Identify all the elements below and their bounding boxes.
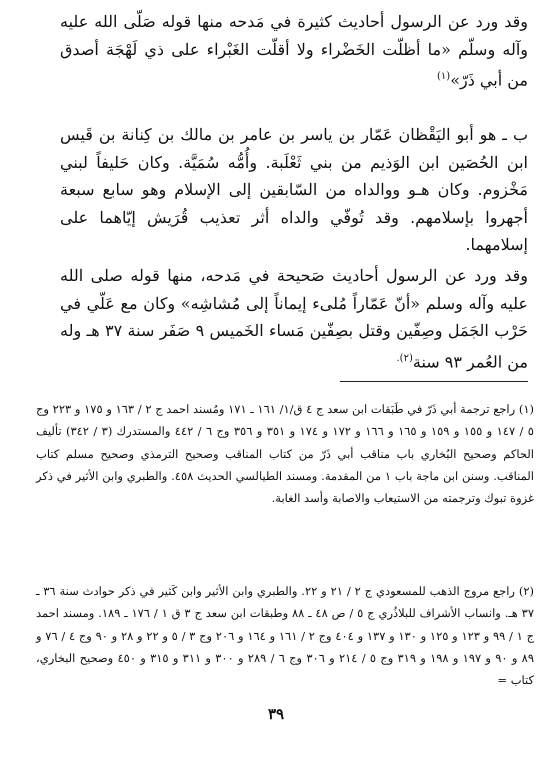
footnote-2: (٢) راجع مروج الذهب للمسعودي ج ٢ / ٢١ و ٢٢. والطبري وابن الأثير وابن كَثير في ذكر حوادث سنة ٣٦ ـ ٣٧ هـ. وانساب الأشراف للبلاذُري ج ٥ / ص ٤٨ ـ ٨٨ وطبقات ابن سعد ج ٣ ق ١ / ١٧٦ ـ ١٨٩. ومسند احمد ج ١ / ٩٩ و ١٢٣ و ١٢٥ و ١٣٠ و ١٣٧ و ٤٠٤ وج ٢ / ١٦١ و ١٦٤ و ٢٠٦ وج ٣ / ٥ و ٢٢ و ٢٨ و ٩٠ وج ٤ / ٧٦ و ٨٩ و ٩٠ و ١٩٧ و ١٩٨ و ٣١٩ وج ٥ / ٢١٤ و ٣٠٦ وج ٦ / ٢٨٩ و ٣٠٠ و ٣١١ و ٣١٥ و ٤٥٠ وصحيح البخاري، كتاب =	[36, 584, 535, 688]
footnote-ref-2: (٢).	[396, 352, 413, 364]
paragraph-ammar-hadith	[60, 262, 528, 375]
footnote-ref-1: (١)	[437, 71, 451, 82]
paragraph-ammar-biography: ب ـ هو أبو اليَقْظان عَمّار بن ياسر بن عامر بن مالك بن كِنانة بن قَيس ابن الحُصَين ابن الوَذيم من بني ثَعْلَبة. وأُمُّه سُمَيَّة. وكان حَليفاً لبني مَخْزوم. وكان هـو ووالداه من السّابقين إلى الإسلام وهو سابع سبعة أجهروا بإسلامهم. وقد تُوفّي والداه أثر تعذيب قُرَيش إيّاهما على إسلامهما.	[60, 125, 529, 254]
footnote-separator	[340, 381, 528, 382]
paragraph-text: وقد ورد عن الرسول أحاديث كثيرة في مَدحه منها قوله صَلّى الله عليه وآله وسلّم «ما أظلّت الخَضْراء ولا أقلّت الغَبْراء على ذي لَهْجَة أصدق من أبي ذَرّ»	[60, 12, 528, 90]
page-number: ٣٩	[267, 705, 285, 723]
footnote-1: (١) راجع ترجمة أبي ذَرّ في طَبَقات ابن سعد ج ٤ ق/١/ ١٦١ ـ ١٧١ ومُسند احمد ج ٢ / ١٦٣ و ١٧٥ و ٢٢٣ وج ٥ / ١٤٧ و ١٥٥ و ١٥٩ و ١٦٥ و ١٦٦ و ١٧٢ و ١٧٤ و ٣٥١ و ٣٥٦ وج ٦ / ٤٤٢ والمستدرك (٣ / ٣٤٢) تأليف الحاكم وصحيح البُخاري باب مناقب أبي ذَرّ من كتاب المناقب وصحيح الترمذي وصحيح مسلم كتاب المناقب. وسنن ابن ماجة باب ١ من المقدمة. ومسند الطيالسي الحديث ٤٥٨. والطبري وابن الأثير في ذكر غزوة تبوك وترجمته من الاستيعاب والاصابة وأسد الغابة.	[36, 402, 535, 506]
paragraph-abu-dharr-hadith	[60, 8, 528, 94]
paragraph-text: وقد ورد عن الرسول أحاديث صَحيحة في مَدحه، منها قوله صلى الله عليه وآله وسلم «أنّ عَمّاراً مُلىء إيماناً إلى مُشاشِه» وكان مع عَلّي في حَرْب الجَمَل وصِفّين وقتل بصِفّين مَساء الخَميس ٩ صَفَر سنة ٣٧ هـ وله من العُمر ٩٣ سنة	[60, 266, 528, 371]
